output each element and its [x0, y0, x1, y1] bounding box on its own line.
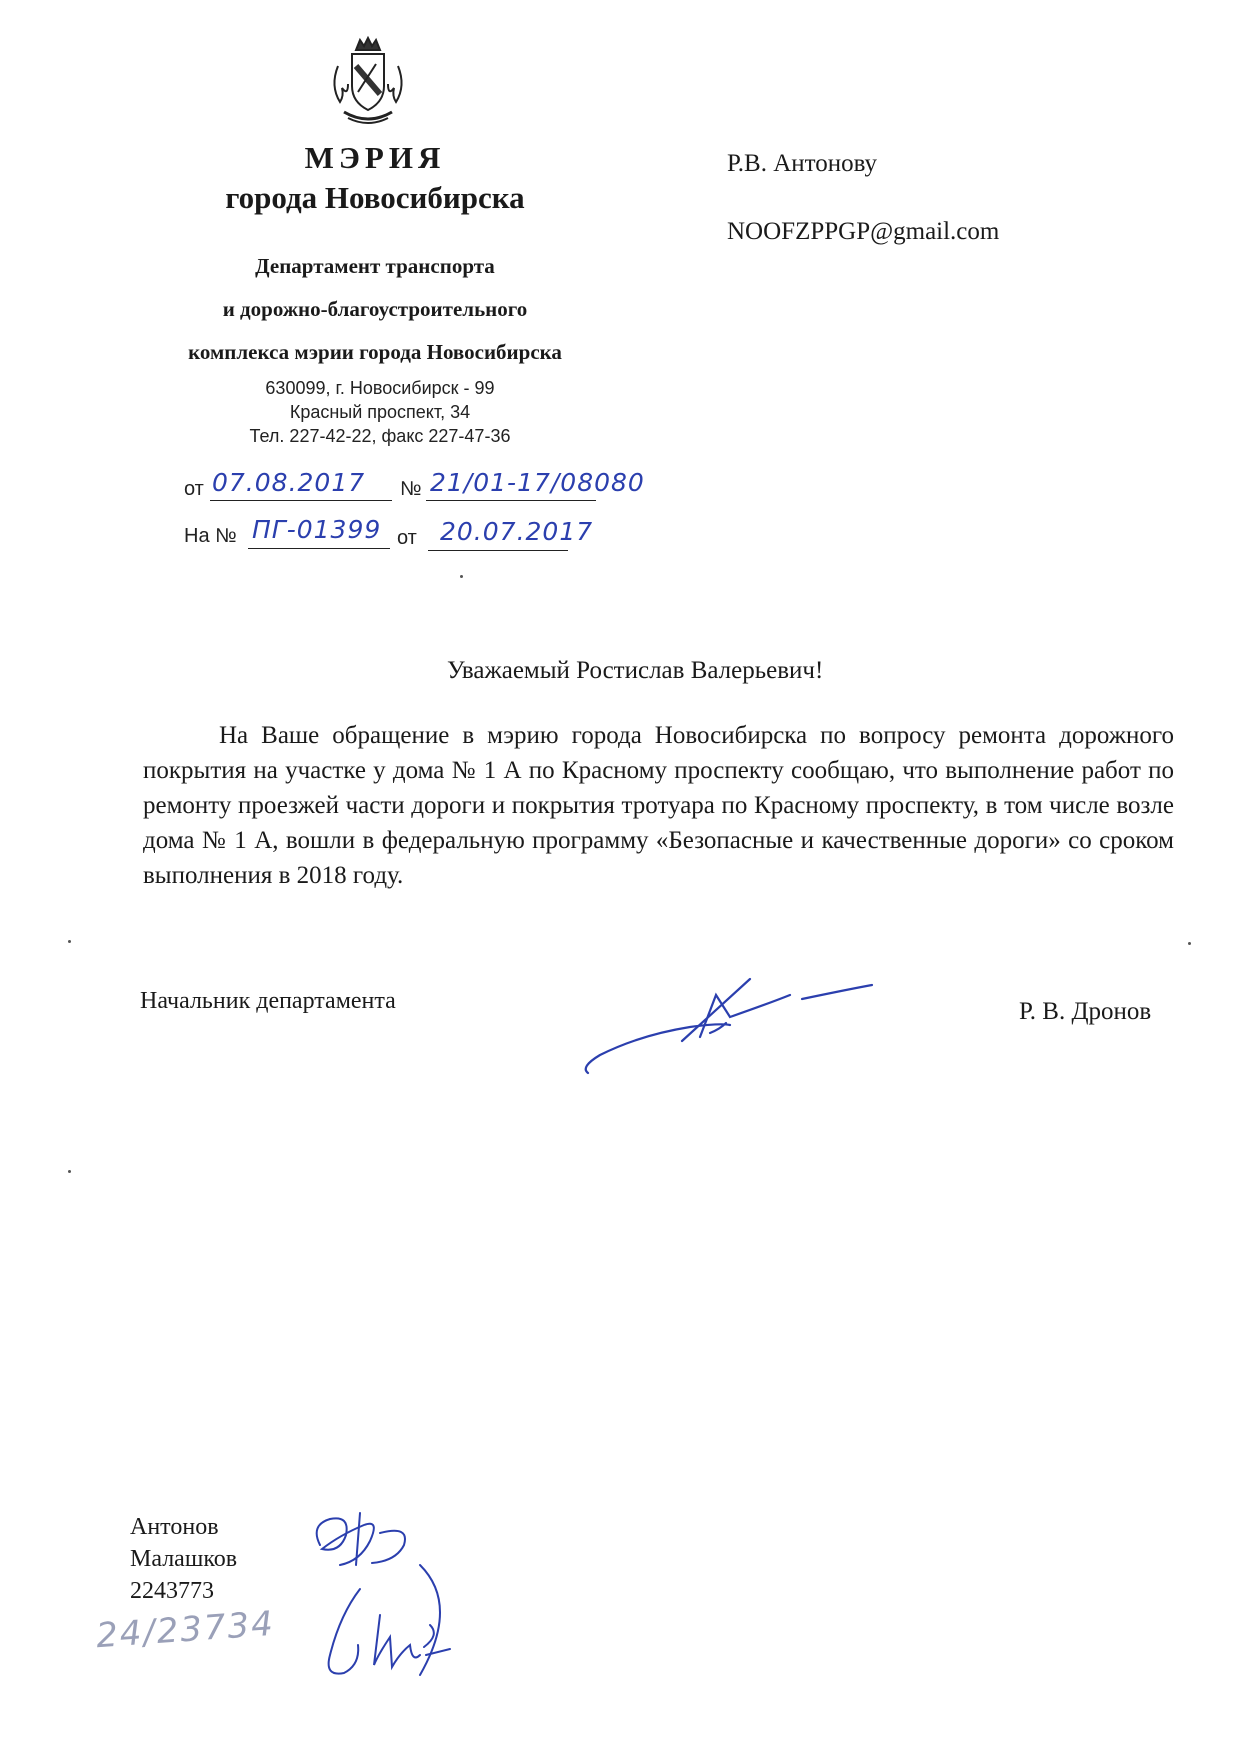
- executor-line: Малашков: [130, 1546, 238, 1572]
- outgoing-number-handwritten: 21/01-17/08080: [430, 468, 645, 497]
- address-line: 630099, г. Новосибирск - 99: [265, 378, 495, 398]
- outgoing-number-underline: [426, 500, 596, 501]
- executor-phone: 2243773: [130, 1578, 214, 1604]
- number-label: №: [400, 478, 422, 500]
- scan-speck: [68, 940, 71, 943]
- reply-to-label: На №: [184, 525, 237, 547]
- file-number-scrawl: [94, 1603, 316, 1690]
- outgoing-date-handwritten: 07.08.2017: [212, 468, 366, 497]
- phone-fax-line: Тел. 227-42-22, факс 227-47-36: [249, 426, 511, 446]
- handwritten-signature: [570, 955, 890, 1085]
- salutation: Уважаемый Ростислав Валерьевич!: [447, 657, 824, 684]
- scan-speck: [68, 1170, 71, 1173]
- department-line: Департамент транспорта: [255, 254, 495, 278]
- department-line: комплекса мэрии города Новосибирска: [188, 340, 562, 364]
- recipient-email: NOOFZPPGP@gmail.com: [727, 218, 1000, 245]
- executor-line: Антонов: [130, 1514, 219, 1540]
- recipient-name: Р.В. Антонову: [727, 150, 878, 177]
- file-number-text: 24/23734: [94, 1603, 277, 1657]
- scan-speck: [460, 575, 463, 578]
- body-paragraph: На Ваше обращение в мэрию города Новосибирска по вопросу ремонта дорожного покрытия на участке у дома № 1 А по Красному проспекту сообщаю, что выполнение работ по ремонту проезжей части дороги и покрытия тротуара по Красному проспекту, в том числе возле дома № 1 А, вошли в федеральную программу «Безопасные и качественные дороги» со сроком выполнения в 2018 году.: [143, 722, 1174, 889]
- from-label: от: [184, 478, 204, 500]
- handwritten-initials: [300, 1505, 480, 1685]
- reply-date-underline: [428, 550, 568, 551]
- outgoing-date-underline: [210, 500, 392, 501]
- signer-name: Р. В. Дронов: [1019, 998, 1152, 1025]
- organization-city: города Новосибирска: [225, 180, 525, 215]
- coat-of-arms-emblem: [318, 36, 418, 128]
- address-line: Красный проспект, 34: [289, 402, 471, 422]
- organization-name: МЭРИЯ: [304, 140, 446, 175]
- department-line: и дорожно-благоустроительного: [222, 297, 528, 321]
- letter-body: [143, 718, 1174, 893]
- reply-date-handwritten: 20.07.2017: [440, 517, 594, 546]
- reply-from-label: от: [397, 527, 417, 549]
- reply-number-underline: [248, 548, 390, 549]
- reply-number-handwritten: ПГ-01399: [252, 515, 382, 544]
- scan-speck: [1188, 942, 1191, 945]
- signer-title: Начальник департамента: [140, 988, 396, 1014]
